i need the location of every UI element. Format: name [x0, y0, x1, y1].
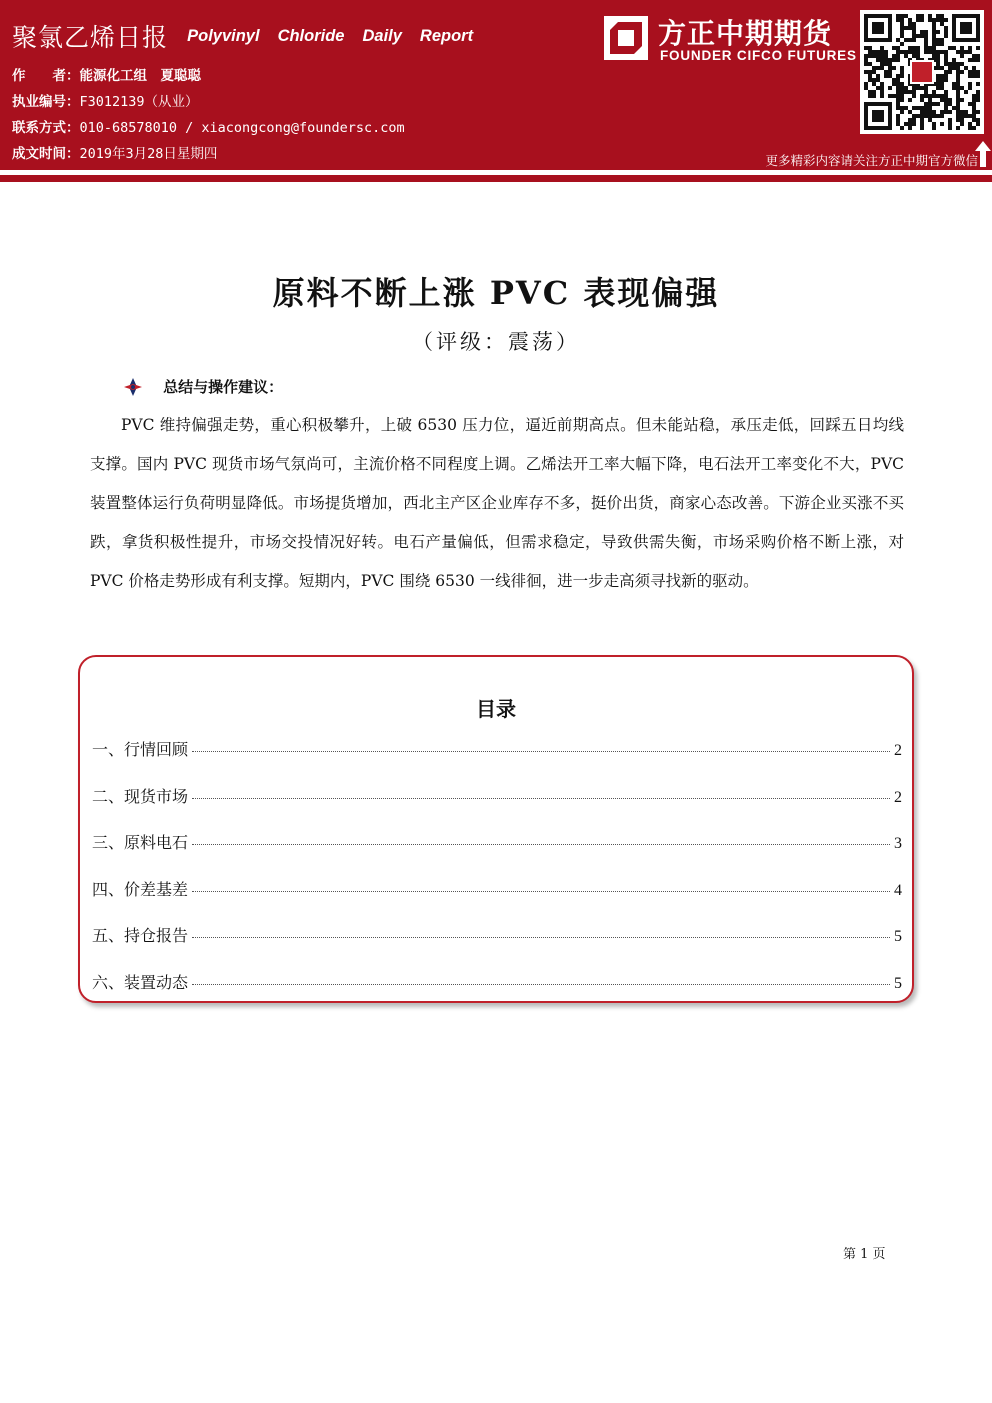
- wechat-follow-note: 更多精彩内容请关注方正中期官方微信: [765, 153, 978, 168]
- toc-leader-dots: [192, 751, 890, 752]
- contact-value: 010-68578010 / xiacongcong@foundersc.com: [79, 120, 405, 136]
- toc-item-page: 2: [894, 788, 902, 806]
- license-key: 执业编号：: [12, 94, 80, 110]
- table-of-contents: [78, 655, 914, 1003]
- license-line: [12, 90, 199, 110]
- date-key: 成文时间：: [12, 146, 80, 162]
- toc-item-label: 四、价差基差: [92, 879, 189, 899]
- page-number: 第 1 页: [843, 1247, 886, 1262]
- toc-list: [92, 737, 902, 1016]
- toc-item-page: 3: [894, 835, 902, 852]
- qr-code-icon: [860, 10, 984, 134]
- toc-item-spot-market[interactable]: [92, 784, 902, 831]
- license-value: F3012139（从业）: [79, 94, 199, 110]
- series-title-en-word: Daily: [362, 26, 402, 45]
- logo-text-en: FOUNDER CIFCO FUTURES: [660, 48, 857, 63]
- report-rating: （评级：震荡）: [412, 330, 580, 354]
- company-logo: [604, 14, 856, 66]
- summary-paragraph: PVC 维持偏强走势，重心积极攀升，上破 6530 压力位，逼近前期高点。但未能站稳，承压走低，回踩五日均线支撑。国内 PVC 现货市场气氛尚可，主流价格不同程度上调。乙烯法开工率大幅下降，电石法开工率变化不大，PVC 装置整体运行负荷明显降低。市场提货增加，西北主产区企业库存不多，挺价出货，商家心态改善。下游企业买涨不买跌，拿货积极性提升，市场交投情况好转。电石产量偏低，但需求稳定，导致供需失衡，市场采购价格不断上涨，对 PVC 价格走势形成有利支撑。短期内，PVC 围绕 6530 一线徘徊，进一步走高须寻找新的驱动。: [90, 416, 904, 590]
- date-line: [12, 142, 217, 162]
- report-series-title: [12, 18, 491, 54]
- toc-leader-dots: [192, 984, 890, 985]
- toc-leader-dots: [192, 891, 890, 892]
- header-divider: [0, 175, 992, 182]
- toc-leader-dots: [192, 798, 890, 799]
- toc-item-market-review[interactable]: [92, 737, 902, 784]
- contact-line: [12, 116, 405, 136]
- toc-item-label: 一、行情回顾: [92, 740, 189, 759]
- toc-item-page: 5: [894, 974, 902, 992]
- summary-heading: [124, 376, 283, 397]
- toc-item-page: 4: [894, 881, 902, 899]
- series-title-cn: 聚氯乙烯日报: [12, 23, 169, 52]
- toc-leader-dots: [192, 937, 890, 938]
- toc-item-label: 六、装置动态: [92, 972, 189, 992]
- diamond-bullet-icon: [124, 378, 142, 396]
- date-value: 2019年3月28日星期四: [79, 146, 218, 162]
- series-title-en-word: Polyvinyl: [187, 26, 260, 45]
- author-value: 能源化工组 夏聪聪: [79, 68, 201, 84]
- toc-item-spread-basis[interactable]: [92, 877, 902, 924]
- author-line: [12, 64, 201, 84]
- contact-key: 联系方式：: [12, 120, 80, 136]
- toc-item-position-report[interactable]: [92, 923, 902, 970]
- logo-text-cn: 方正中期期货: [658, 17, 833, 50]
- author-key: 作 者：: [12, 68, 80, 84]
- series-title-en-word: Chloride: [277, 26, 345, 45]
- toc-title: 目录: [476, 697, 516, 721]
- toc-item-label: 五、持仓报告: [92, 926, 189, 945]
- toc-item-calcium-carbide[interactable]: [92, 830, 902, 877]
- toc-item-label: 三、原料电石: [92, 833, 189, 852]
- toc-item-plant-updates[interactable]: [92, 970, 902, 1017]
- founder-logo-icon: [604, 16, 648, 60]
- toc-item-page: 2: [894, 742, 902, 759]
- toc-item-label: 二、现货市场: [92, 786, 189, 806]
- toc-item-page: 5: [894, 928, 902, 945]
- report-header: [0, 0, 992, 170]
- toc-leader-dots: [192, 844, 890, 845]
- report-title: 原料不断上涨 PVC 表现偏强: [272, 274, 720, 312]
- summary-heading-label: 总结与操作建议：: [163, 378, 284, 396]
- series-title-en-word: Report: [419, 26, 474, 45]
- series-title-en: [187, 27, 491, 45]
